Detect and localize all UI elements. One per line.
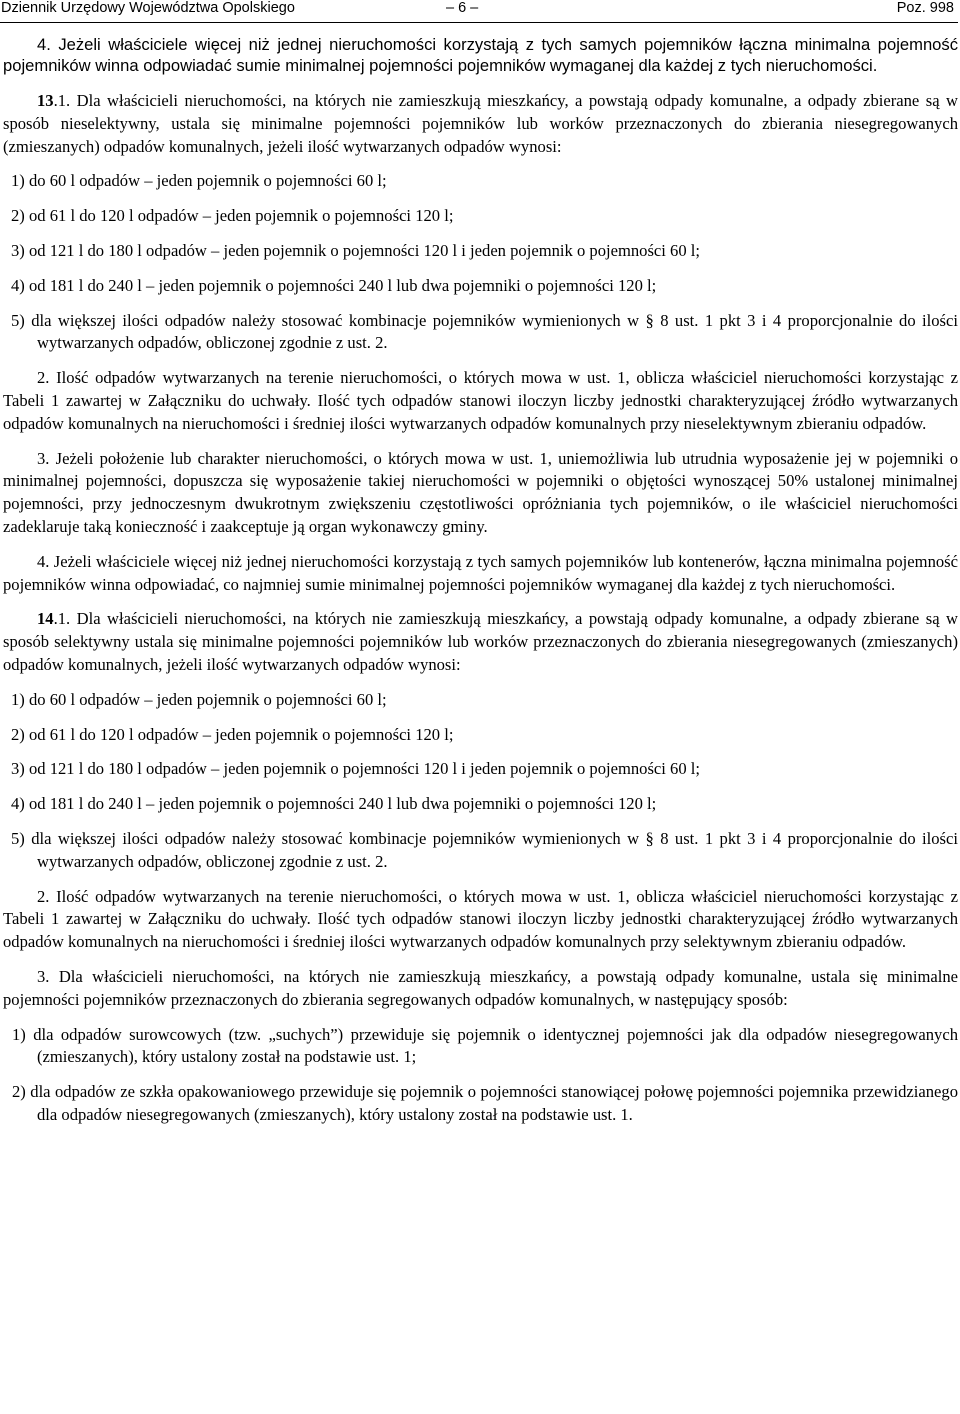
list-item: 4) od 181 l do 240 l – jeden pojemnik o pojemności 240 l lub dwa pojemniki o pojemności 120 l; [11, 794, 657, 814]
list-item: 2) od 61 l do 120 l odpadów – jeden pojemnik o pojemności 120 l; [11, 206, 454, 226]
journal-title: Dziennik Urzędowy Województwa Opolskiego [1, 0, 295, 16]
list-item: 1) dla odpadów surowcowych (tzw. „suchych”) przewiduje się pojemnik o identycznej pojemności jak dla odpadów niesegregowanych (zmieszanych), który ustalony został na podstawie ust. 1; [12, 1024, 958, 1067]
section-text: .1. Dla właścicieli nieruchomości, na których nie zamieszkują mieszkańcy, a powstają odpady komunalne, a odpady zbierane są w sposób nieselektywny, ustala się minimalne pojemności pojemników lub worków przeznaczonych do zbierania niesegregowanych (zmieszanych) odpadów komunalnych, jeżeli ilość wytwarzanych odpadów wynosi: [3, 91, 958, 156]
section-13-paragraph-4: 4. Jeżeli właściciele więcej niż jednej nieruchomości korzystają z tych samych pojemników lub kontenerów, łączna minimalna pojemność pojemników winna odpowiadać, co najmniej sumie minimalnej pojemności pojemników wymaganej dla każdej z tych nieruchomości. [3, 551, 958, 594]
list-item: 2) od 61 l do 120 l odpadów – jeden pojemnik o pojemności 120 l; [11, 724, 454, 744]
section-text: .1. Dla właścicieli nieruchomości, na których nie zamieszkują mieszkańcy, a powstają odpady komunalne, a odpady zbierane są w sposób selektywny ustala się minimalne pojemności pojemników lub worków przeznaczonych do zbierania niesegregowanych (zmieszanych) odpadów komunalnych, jeżeli ilość wytwarzanych odpadów wynosi: [3, 609, 958, 674]
position-number: Poz. 998 [896, 0, 954, 16]
page-number: – 6 – [446, 0, 479, 16]
page-header [0, 0, 958, 23]
document-body [3, 34, 958, 1139]
section-14-paragraph-1 [3, 608, 958, 676]
list-item: 1) do 60 l odpadów – jeden pojemnik o pojemności 60 l; [11, 689, 387, 709]
list-item: 5) dla większej ilości odpadów należy stosować kombinacje pojemników wymienionych w § 8 ust. 1 pkt 3 i 4 proporcjonalnie do ilości wytwarzanych odpadów, obliczonej zgodnie z ust. 2. [11, 310, 958, 353]
section-number: 13 [37, 91, 54, 110]
section-13-paragraph-1 [3, 90, 958, 158]
list-item: 3) od 121 l do 180 l odpadów – jeden pojemnik o pojemności 120 l i jeden pojemnik o pojemności 60 l; [11, 759, 701, 779]
paragraph-12-4: 4. Jeżeli właściciele więcej niż jednej nieruchomości korzystają z tych samych pojemników łączna minimalna pojemność pojemników winna odpowiadać sumie minimalnej pojemności pojemników wymaganej dla każdej z tych nieruchomości. [3, 35, 958, 75]
list-item: 5) dla większej ilości odpadów należy stosować kombinacje pojemników wymienionych w § 8 ust. 1 pkt 3 i 4 proporcjonalnie do ilości wytwarzanych odpadów, obliczonej zgodnie z ust. 2. [11, 828, 958, 871]
list-item: 4) od 181 l do 240 l – jeden pojemnik o pojemności 240 l lub dwa pojemniki o pojemności 120 l; [11, 275, 657, 295]
section-14-paragraph-2: 2. Ilość odpadów wytwarzanych na terenie nieruchomości, o których mowa w ust. 1, oblicza właściciel nieruchomości korzystając z Tabeli 1 zawartej w Załączniku do uchwały. Ilość tych odpadów stanowi iloczyn liczby jednostki charakteryzującej źródło wytwarzanych odpadów komunalnych na nieruchomości i średniej ilości wytwarzanych odpadów komunalnych przy selektywnym zbieraniu odpadów. [3, 886, 958, 952]
list-item: 3) od 121 l do 180 l odpadów – jeden pojemnik o pojemności 120 l i jeden pojemnik o pojemności 60 l; [11, 240, 701, 260]
section-number: 14 [37, 609, 54, 629]
list-item: 2) dla odpadów ze szkła opakowaniowego przewiduje się pojemnik o pojemności stanowiącej połowę pojemności pojemnika przewidzianego dla odpadów niesegregowanych (zmieszanych), który ustalony został na podstawie ust. 1. [12, 1082, 958, 1124]
list-item: 1) do 60 l odpadów – jeden pojemnik o pojemności 60 l; [11, 171, 387, 191]
section-13-paragraph-2: 2. Ilość odpadów wytwarzanych na terenie nieruchomości, o których mowa w ust. 1, oblicza właściciel nieruchomości korzystając z Tabeli 1 zawartej w Załączniku do uchwały. Ilość tych odpadów stanowi iloczyn liczby jednostki charakteryzującej źródło wytwarzanych odpadów komunalnych na nieruchomości i średniej ilości wytwarzanych odpadów komunalnych przy nieselektywnym zbieraniu odpadów. [3, 368, 958, 433]
section-13-paragraph-3: 3. Jeżeli położenie lub charakter nieruchomości, o których mowa w ust. 1, uniemożliwia lub utrudnia wyposażenie jej w pojemniki o minimalnej pojemności, dopuszcza się wyposażenie takiej nieruchomości w pojemniki o objętości wynoszącej 50% ustalonej minimalnej pojemności, przy jednoczesnym dwukrotnym zwiększeniu częstotliwości opróżniania tych pojemników, o ile właściciel nieruchomości zadeklaruje taką konieczność i zaakceptuje ją organ wykonawczy gminy. [3, 448, 958, 536]
section-14-paragraph-3: 3. Dla właścicieli nieruchomości, na których nie zamieszkują mieszkańcy, a powstają odpady komunalne, ustala się minimalne pojemności pojemników przeznaczonych do zbierania segregowanych odpadów komunalnych, w następujący sposób: [3, 966, 958, 1009]
